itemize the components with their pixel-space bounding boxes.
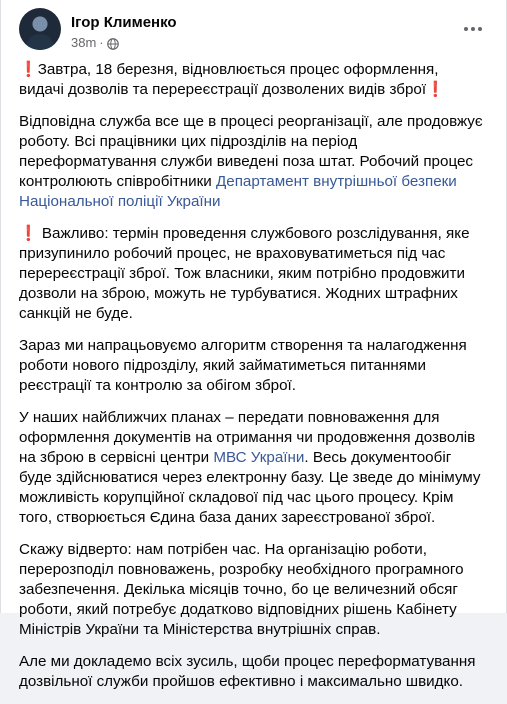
exclamation-icon: ❗ (19, 225, 38, 242)
mention-link-dvb[interactable]: Департамент внутрішньої безпеки Національної поліції України (19, 173, 457, 210)
author-name[interactable]: Ігор Клименко (71, 14, 177, 31)
paragraph-6: Скажу відверто: нам потрібен час. На організацію роботи, перерозподіл повноважень, розробку необхідного програмного забезпечення. Декілька місяців точно, бо це величезний обсяг роботи, який потребує додатково відповідних рішень Кабінету Міністрів України та Міністерства внутрішніх справ. (19, 541, 464, 638)
post-text (19, 60, 485, 704)
paragraph-1 (19, 60, 485, 100)
paragraph-7: Але ми докладемо всіх зусиль, щоби процес переформатування дозвільної служби пройшов ефективно і максимально швидко. (19, 653, 476, 690)
paragraph-5-text-b: . Весь документообіг буде здійснюватися через електронну базу. Це зведе до мінімуму можливість корупційної складової під час цього процесу. Крім того, створюється Єдина база даних зареєстрованої зброї. (19, 449, 481, 526)
exclamation-icon: ❗ (19, 61, 38, 78)
avatar[interactable] (19, 8, 61, 50)
paragraph-2 (19, 112, 485, 212)
post-time[interactable]: 38m (71, 35, 97, 50)
paragraph-4: Зараз ми напрацьовуємо алгоритм створення та налагодження роботи нового підрозділу, який займатиметься питаннями реєстрації та контролю за обігом зброї. (19, 337, 467, 394)
paragraph-2-text: Відповідна служба все ще в процесі реорганізації, але продовжує роботу. Всі працівники цих підрозділів на період переформатування служби виведені поза штат. Робочий процес контролюють співробітники (19, 113, 483, 190)
globe-icon[interactable] (107, 38, 119, 50)
paragraph-1-text: Завтра, 18 березня, відновлюється процес оформлення, видачі дозволів та перереєстрації дозволених видів зброї (19, 61, 439, 98)
post-header (19, 8, 496, 52)
more-options-icon[interactable] (456, 12, 490, 46)
paragraph-3 (19, 224, 485, 324)
meta-separator: · (99, 35, 104, 50)
paragraph-3-text: Важливо: термін проведення службового розслідування, яке призупинило робочий процес, не враховуватиметься під час перереєстрації зброї. Тож власники, яким потрібно продовжити дозволи на зброю, можуть не турбуватися. Жодних штрафних санкцій не буде. (19, 225, 470, 322)
paragraph-5 (19, 408, 485, 528)
exclamation-icon: ❗ (426, 81, 445, 98)
paragraph-5-text-a: У наших найближчих планах – передати повноваження для оформлення документів на отримання чи продовження дозволів на зброю в сервісні центри (19, 409, 476, 466)
mention-link-mvs[interactable]: МВС України (213, 449, 305, 466)
post-meta (71, 35, 119, 50)
